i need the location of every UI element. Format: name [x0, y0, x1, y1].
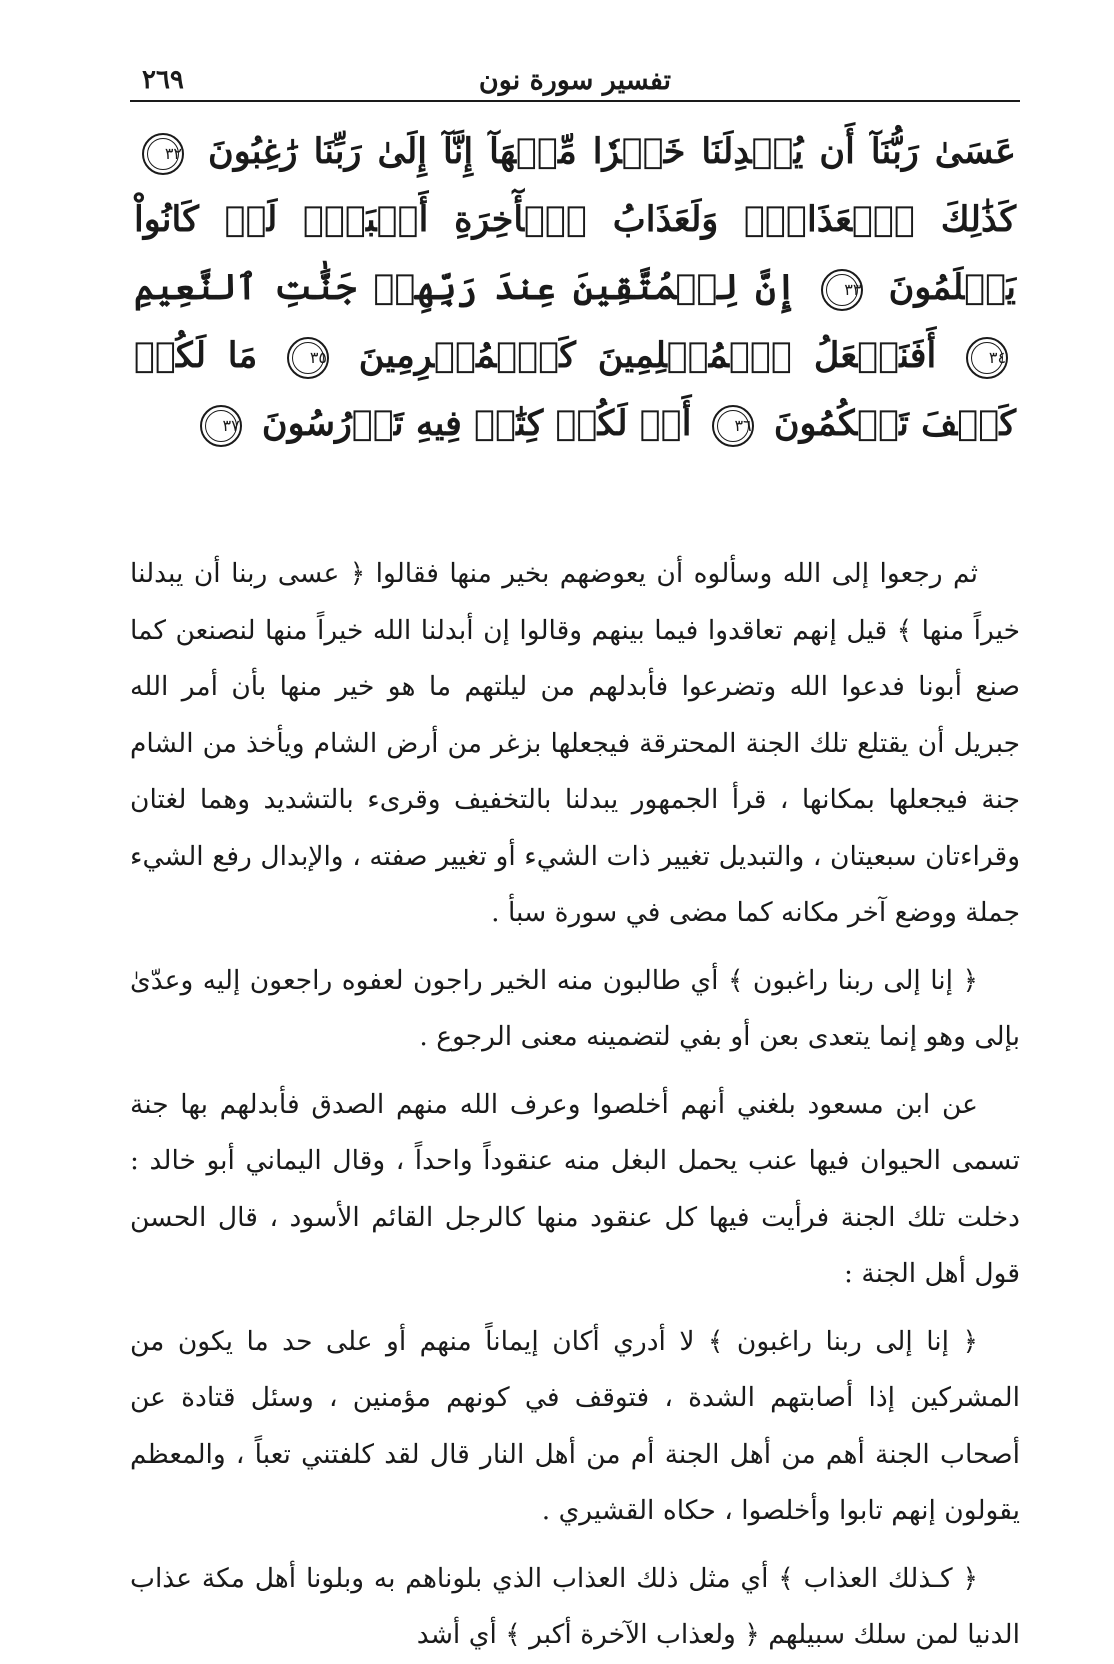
verse-text: عَسَىٰ رَبُّنَآ أَن يُبۡدِلَنَا خَيۡرٗا مِّنۡهَآ إِنَّآ إِلَىٰ رَبِّنَا رَٰغِبُونَ [208, 131, 1017, 172]
verse-text: مَا لَكُمۡ كَيۡفَ تَحۡكُمُونَ [134, 335, 1016, 444]
ayah-number-marker: ٣٦ [712, 405, 754, 447]
commentary-paragraph: ﴿ إنا إلى ربنا راغبون ﴾ أي طالبون منه الخير راجون لعفوه راجعون إليه وعدّىٰ بإلى وهو إنما يتعدى بعن أو بفي لتضمينه معنى الرجوع . [130, 964, 1020, 1052]
ayah-number-marker: ٣٣ [821, 269, 863, 311]
commentary-paragraph: ﴿ إنا إلى ربنا راغبون ﴾ لا أدري أكان إيماناً منهم أو على حد ما يكون من المشركين إذا أصابتهم الشدة ، فتوقف في كونهم مؤمنين ، وسئل قتادة عن أصحاب الجنة أهم من أهل الجنة أم من أهل النار قال لقد كلفتني تعباً ، والمعظم يقولون إنهم تابوا وأخلصوا ، حكاه القشيري . [130, 1325, 1020, 1526]
page-header [130, 55, 1020, 102]
verse-text: إِنَّ لِلۡمُتَّقِينَ عِندَ رَبِّهِمۡ جَنَّٰتِ ٱلنَّعِيمِ [134, 267, 797, 308]
verse-text: أَمۡ لَكُمۡ كِتَٰبٞ فِيهِ تَدۡرُسُونَ [261, 403, 692, 444]
commentary-paragraph: ﴿ كـذلك العذاب ﴾ أي مثل ذلك العذاب الذي بلوناهم به وبلونا أهل مكة عذاب الدنيا لمن سلك سبيلهم ﴿ ولعذاب الآخرة أكبر ﴾ أي أشد [130, 1562, 1020, 1650]
verse-text: كَذَٰلِكَ ٱلۡعَذَابُۖ وَلَعَذَابُ ٱلۡأٓخِرَةِ أَكۡبَرُۚ لَوۡ كَانُواْ يَعۡلَمُونَ [134, 199, 1016, 308]
quran-verses [130, 118, 1020, 458]
ayah-number-marker: ٣٧ [200, 405, 242, 447]
book-page [130, 55, 1020, 1650]
commentary-paragraph: عن ابن مسعود بلغني أنهم أخلصوا وعرف الله منهم الصدق فأبدلهم بها جنة تسمى الحيوان فيها عنب يحمل البغل منه عنقوداً واحداً ، وقال اليماني أبو خالد : دخلت تلك الجنة فرأيت فيها كل عنقود منها كالرجل القائم الأسود ، قال الحسن قول أهل الجنة : [130, 1088, 1020, 1289]
ayah-number-marker: ٣٤ [966, 337, 1008, 379]
ayah-number-marker: ٣٢ [142, 133, 184, 175]
ayah-number-marker: ٣٥ [287, 337, 329, 379]
verse-text: أَفَنَجۡعَلُ ٱلۡمُسۡلِمِينَ كَٱلۡمُجۡرِمِينَ [358, 335, 937, 376]
page-number: ٢٦٩ [142, 65, 184, 95]
commentary-paragraph: ثم رجعوا إلى الله وسألوه أن يعوضهم بخير منها فقالوا ﴿ عسى ربنا أن يبدلنا خيراً منها ﴾ قيل إنهم تعاقدوا فيما بينهم وقالوا إن أبدلنا الله خيراً منها لنصنعن كما صنع أبونا فدعوا الله وتضرعوا فأبدلهم من ليلتهم ما هو خير منها بأن أمر الله جبريل أن يقتلع تلك الجنة المحترقة فيجعلها بزغر من أرض الشام ويأخذ من الشام جنة فيجعلها بمكانها ، قرأ الجمهور يبدلنا بالتخفيف وقرىء بالتشديد وهما لغتان وقراءتان سبعيتان ، والتبديل تغيير ذات الشيء أو تغيير صفته ، والإبدال رفع الشيء جملة ووضع آخر مكانه كما مضى في سورة سبأ . [130, 558, 1020, 928]
commentary-body [130, 546, 1020, 1664]
running-title: تفسير سورة نون [478, 65, 672, 96]
